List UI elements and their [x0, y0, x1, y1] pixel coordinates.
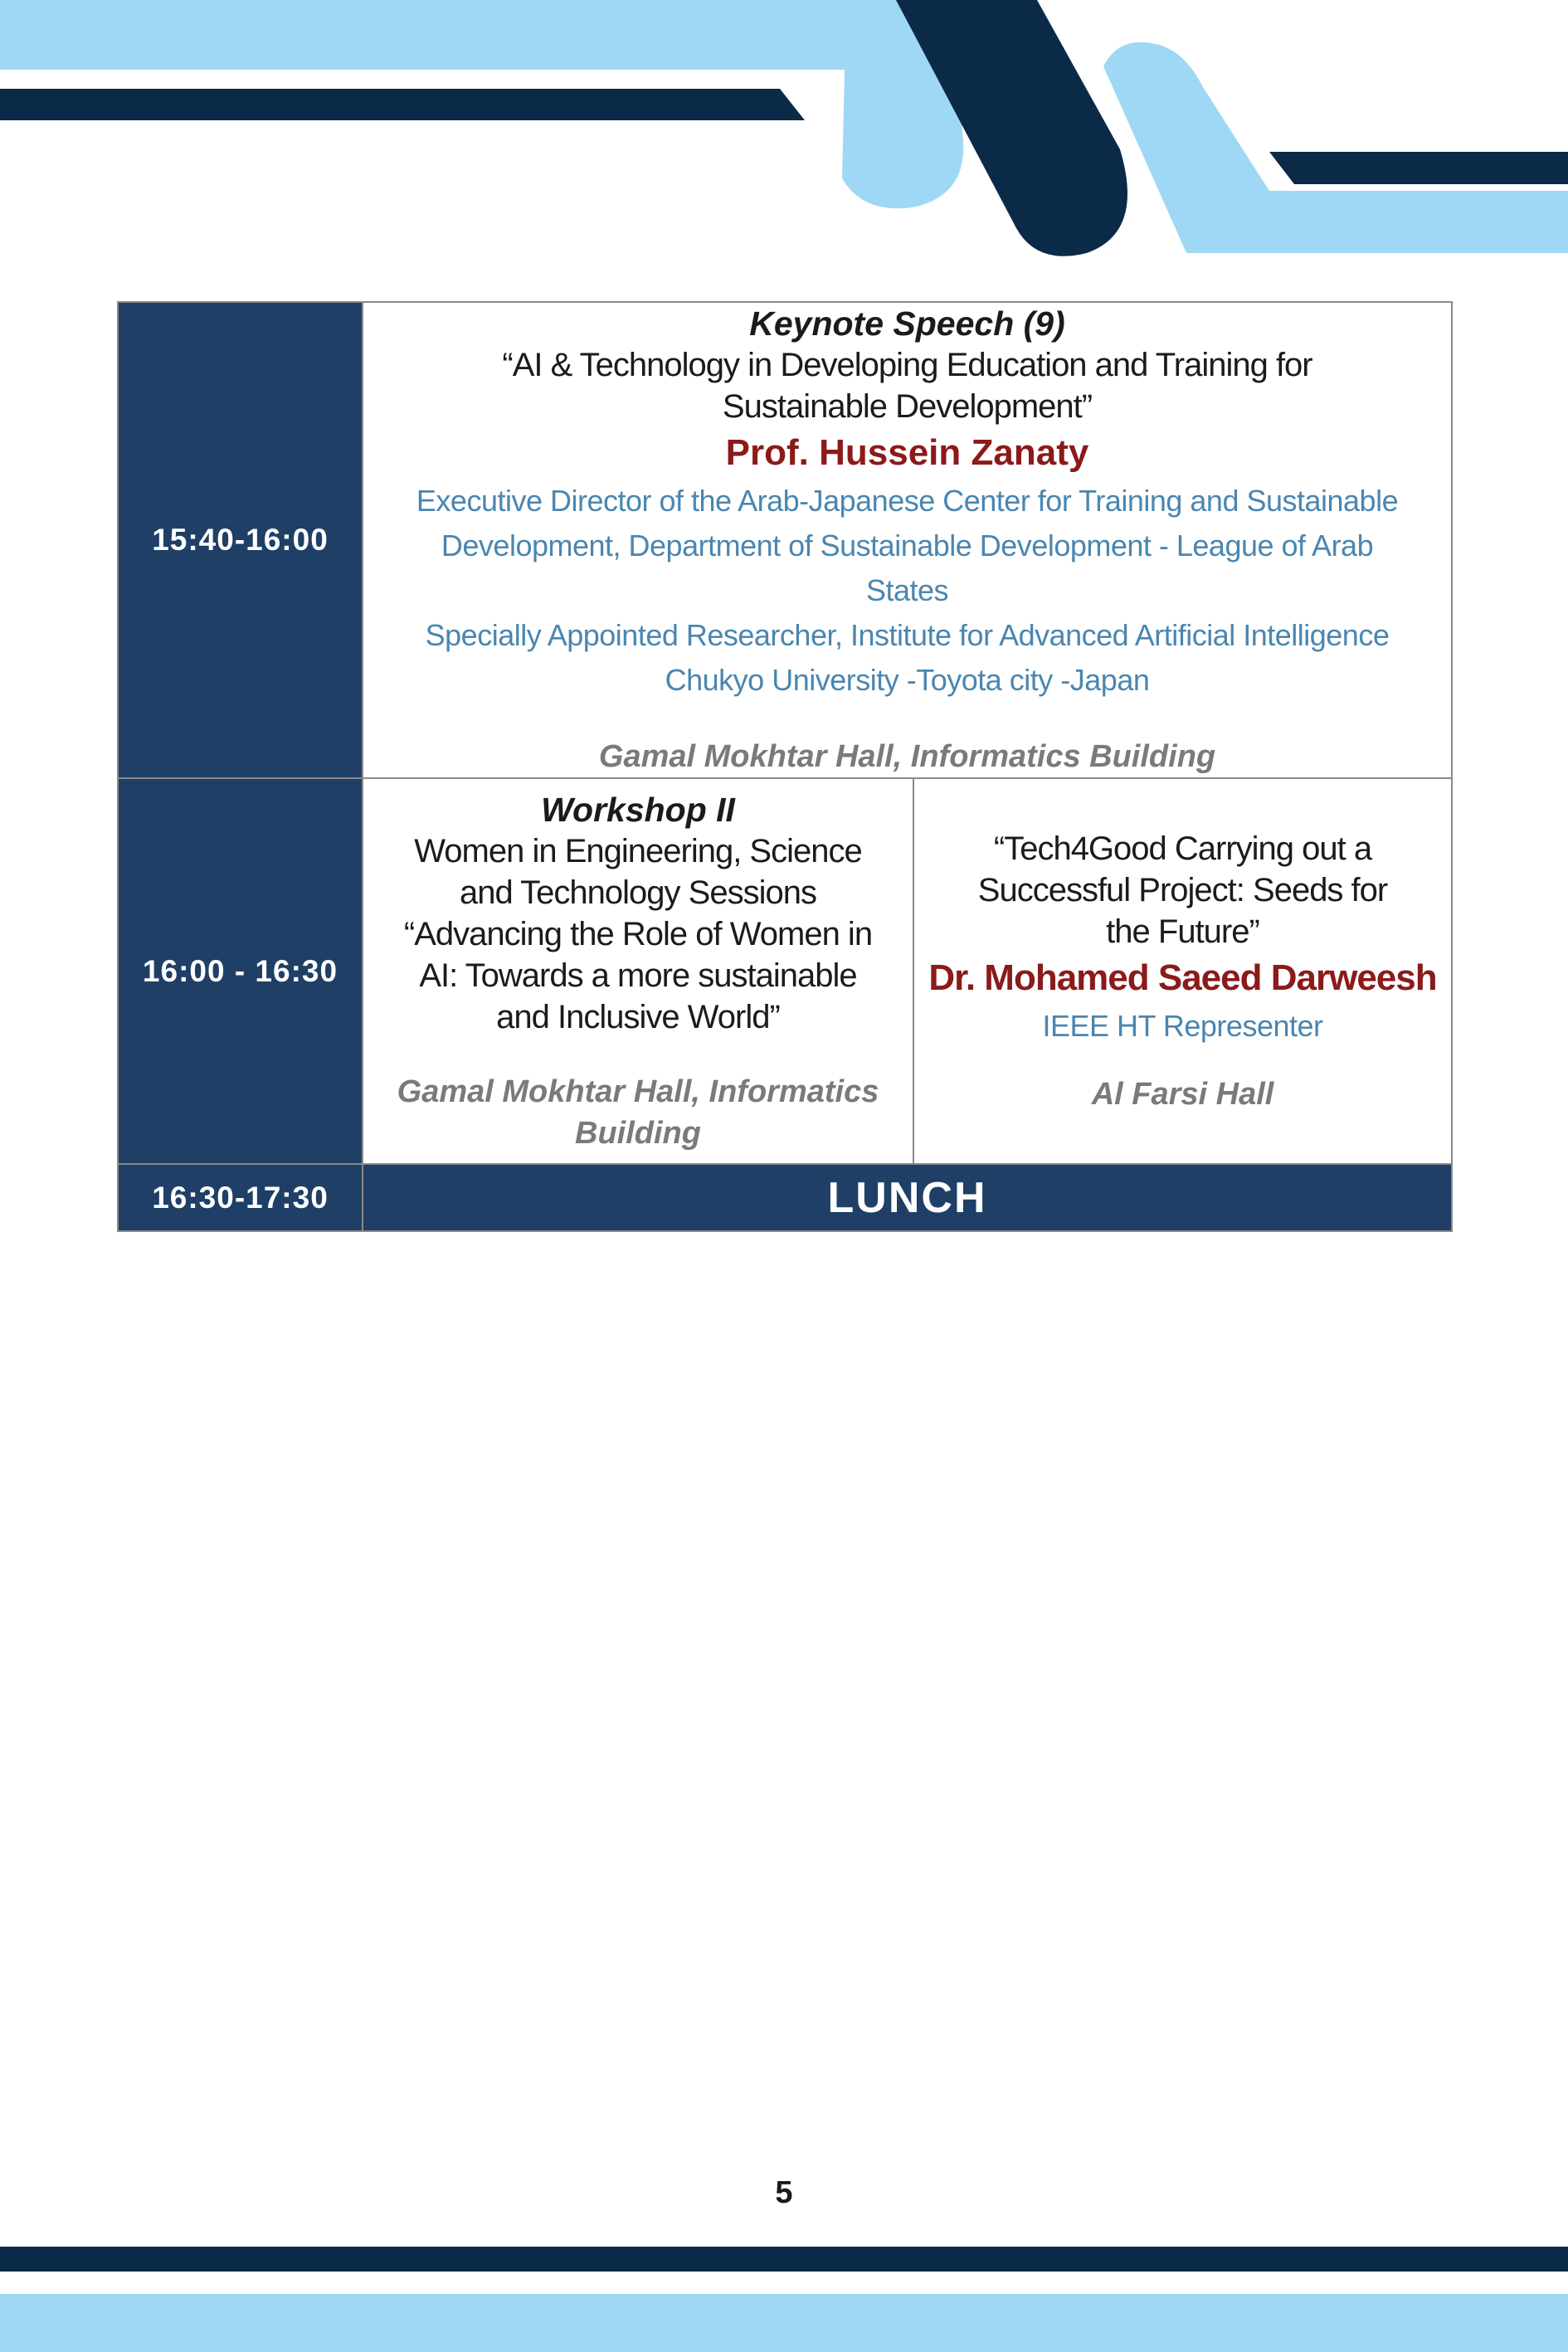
session-label: Workshop II	[541, 790, 735, 829]
speaker-name: Dr. Mohamed Saeed Darweesh	[928, 957, 1437, 998]
venue-label: Gamal Mokhtar Hall, Informatics Building	[598, 739, 1216, 774]
speaker-affiliation-secondary: Specially Appointed Researcher, Institute for Advanced Artificial Intelligence Chukyo University -Toyota city -Japan	[425, 618, 1390, 697]
speaker-name: Prof. Hussein Zanaty	[725, 432, 1089, 473]
workshop-cell	[363, 778, 913, 1164]
venue-label: Gamal Mokhtar Hall, Informatics Building	[397, 1074, 879, 1151]
schedule-row-lunch	[118, 1164, 1452, 1231]
time-cell: 16:30-17:30	[118, 1164, 363, 1231]
header-light-stroke-right	[1103, 42, 1568, 253]
lunch-cell: LUNCH	[363, 1164, 1452, 1231]
footer-light-band	[0, 2294, 1568, 2352]
footer-navy-band	[0, 2247, 1568, 2272]
venue-label: Al Farsi Hall	[1091, 1076, 1274, 1112]
header-decoration	[0, 0, 1568, 274]
time-cell: 16:00 - 16:30	[118, 778, 363, 1164]
header-light-band	[0, 0, 863, 70]
talk-cell	[913, 778, 1452, 1164]
session-title: Women in Engineering, Science and Technology Sessions “Advancing the Role of Women in AI: Towards a more sustainable and Inclusive World”	[403, 832, 873, 1035]
header-navy-band	[0, 89, 805, 120]
session-title: “Tech4Good Carrying out a Successful Project: Seeds for the Future”	[977, 830, 1388, 950]
footer-decoration	[0, 2232, 1568, 2352]
session-title: “AI & Technology in Developing Education and Training for Sustainable Development”	[502, 347, 1312, 425]
header-navy-tab	[1269, 152, 1568, 184]
schedule-row-workshop	[118, 778, 1452, 1164]
keynote-cell	[363, 302, 1452, 778]
page-number: 5	[775, 2175, 793, 2210]
time-cell: 15:40-16:00	[118, 302, 363, 778]
session-label: Keynote Speech (9)	[749, 304, 1065, 343]
speaker-affiliation: Executive Director of the Arab-Japanese Center for Training and Sustainable Development, Department of Sustainable Development - League of Arab States	[416, 484, 1399, 607]
speaker-affiliation: IEEE HT Representer	[1042, 1008, 1323, 1043]
schedule-row-keynote	[118, 302, 1452, 778]
schedule-table	[117, 301, 1453, 1232]
